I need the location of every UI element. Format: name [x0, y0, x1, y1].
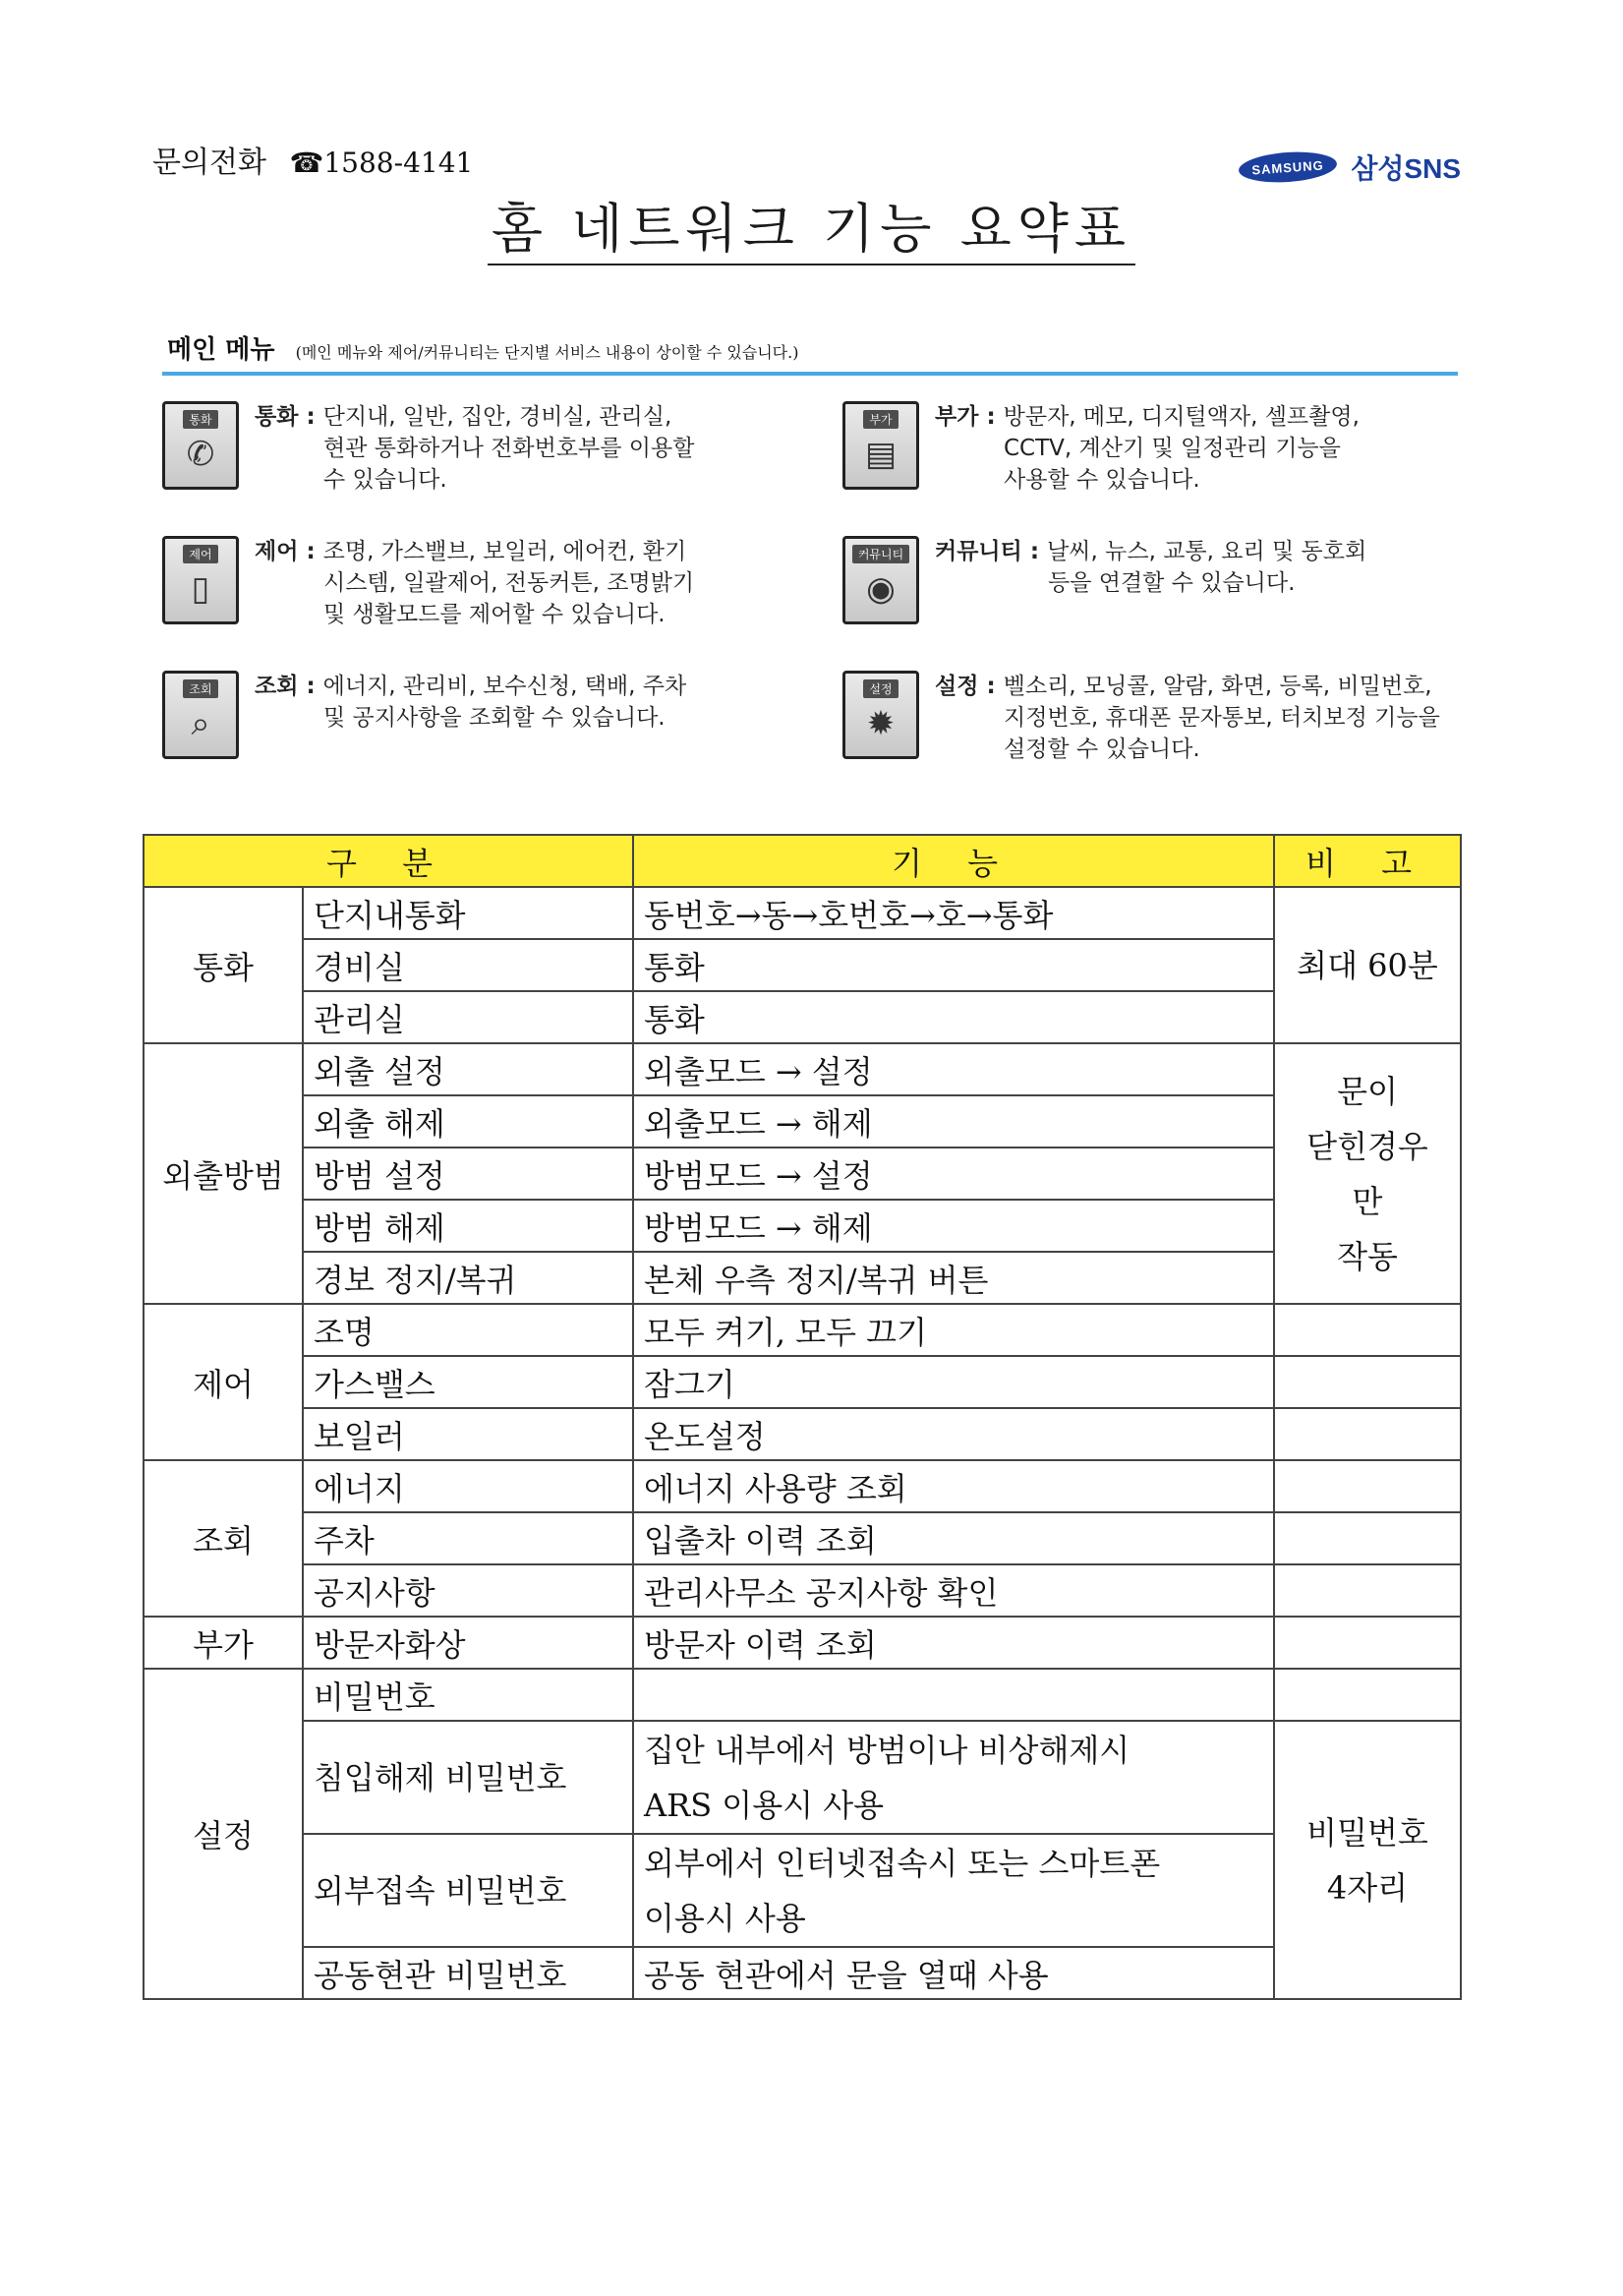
menu-item-call	[162, 401, 694, 496]
row-function: 통화	[633, 991, 1274, 1043]
group-settings-note: 비밀번호 4자리	[1274, 1721, 1461, 1999]
row-note	[1274, 1304, 1461, 1356]
group-security: 외출방범	[144, 1043, 303, 1304]
menu-item-extra	[842, 401, 1360, 496]
table-row	[144, 1460, 1461, 1512]
row-function: 본체 우측 정지/복귀 버튼	[633, 1252, 1274, 1304]
row-item: 경보 정지/복귀	[303, 1252, 633, 1304]
row-function: 방문자 이력 조회	[633, 1617, 1274, 1669]
brand-name: 삼성SNS	[1351, 153, 1461, 184]
row-item: 조명	[303, 1304, 633, 1356]
table-row	[144, 1356, 1461, 1408]
row-item: 단지내통화	[303, 887, 633, 939]
row-item: 가스밸스	[303, 1356, 633, 1408]
row-item: 관리실	[303, 991, 633, 1043]
page-title-wrap	[0, 187, 1623, 263]
row-function: 잠그기	[633, 1356, 1274, 1408]
row-function: 에너지 사용량 조회	[633, 1460, 1274, 1512]
row-item: 방범 해제	[303, 1200, 633, 1252]
menu-item-label: 커뮤니티 :	[935, 539, 1048, 564]
table-row	[144, 1669, 1461, 1721]
row-function: 입출차 이력 조회	[633, 1512, 1274, 1564]
row-item: 외출 해제	[303, 1095, 633, 1148]
table-row	[144, 1200, 1461, 1252]
menu-heading-label: 메인 메뉴	[167, 335, 275, 365]
row-function: 외부에서 인터넷접속시 또는 스마트폰 이용시 사용	[633, 1834, 1274, 1947]
menu-item-inquiry	[162, 671, 686, 759]
row-function: 관리사무소 공지사항 확인	[633, 1564, 1274, 1617]
group-call-note: 최대 60분	[1274, 887, 1461, 1043]
brand-logo	[1239, 147, 1461, 187]
row-item: 방범 설정	[303, 1148, 633, 1200]
header-category: 구 분	[144, 835, 633, 887]
menu-icon-tag: 설정	[863, 679, 898, 698]
table-row	[144, 1304, 1461, 1356]
table-row	[144, 1834, 1461, 1947]
row-item: 비밀번호	[303, 1669, 633, 1721]
menu-note: (메인 메뉴와 제어/커뮤니티는 단지별 서비스 내용이 상이할 수 있습니다.)	[295, 343, 799, 362]
group-control: 제어	[144, 1304, 303, 1460]
row-item: 공지사항	[303, 1564, 633, 1617]
globe-icon: 커뮤니티 ◉	[842, 536, 919, 624]
row-item: 에너지	[303, 1460, 633, 1512]
row-item: 경비실	[303, 939, 633, 991]
table-row	[144, 1252, 1461, 1304]
menu-item-settings	[842, 671, 1440, 765]
row-item: 주차	[303, 1512, 633, 1564]
group-call: 통화	[144, 887, 303, 1043]
table-row	[144, 1512, 1461, 1564]
table-row	[144, 887, 1461, 939]
table-row	[144, 1617, 1461, 1669]
row-item: 외부접속 비밀번호	[303, 1834, 633, 1947]
row-function: 방범모드 → 설정	[633, 1148, 1274, 1200]
table-row	[144, 1148, 1461, 1200]
table-row	[144, 1564, 1461, 1617]
row-function: 동번호→동→호번호→호→통화	[633, 887, 1274, 939]
menu-icon-tag: 조회	[183, 679, 217, 698]
menu-item-control	[162, 536, 694, 630]
page-title: 홈 네트워크 기능 요약표	[488, 198, 1135, 265]
table-row	[144, 1721, 1461, 1834]
row-note	[1274, 1512, 1461, 1564]
row-function: 방범모드 → 해제	[633, 1200, 1274, 1252]
contact-info	[152, 138, 473, 181]
row-function: 집안 내부에서 방범이나 비상해제시 ARS 이용시 사용	[633, 1721, 1274, 1834]
row-function: 통화	[633, 939, 1274, 991]
row-note	[1274, 1669, 1461, 1721]
row-function: 공동 현관에서 문을 열때 사용	[633, 1947, 1274, 1999]
row-note	[1274, 1408, 1461, 1460]
row-note	[1274, 1356, 1461, 1408]
menu-item-text: 조회 : 에너지, 관리비, 보수신청, 택배, 주차 및 공지사항을 조회할 수 있습니다.	[255, 674, 687, 731]
row-function	[633, 1669, 1274, 1721]
table-row	[144, 1095, 1461, 1148]
gear-icon: 설정 ✹	[842, 671, 919, 759]
row-function: 외출모드 → 설정	[633, 1043, 1274, 1095]
menu-heading	[167, 329, 798, 366]
menu-item-text: 설정 : 벨소리, 모닝콜, 알람, 화면, 등록, 비밀번호, 지정번호, 휴대폰 문자통보, 터치보정 기능을 설정할 수 있습니다.	[935, 674, 1440, 762]
row-note	[1274, 1617, 1461, 1669]
search-icon: 조회 ⌕	[162, 671, 239, 759]
table-row	[144, 939, 1461, 991]
group-settings: 설정	[144, 1669, 303, 1999]
phone-icon: 통화 ✆	[162, 401, 239, 490]
row-function: 온도설정	[633, 1408, 1274, 1460]
menu-item-community	[842, 536, 1366, 624]
table-row	[144, 991, 1461, 1043]
menu-item-label: 통화 :	[255, 404, 323, 430]
function-summary-table	[143, 834, 1462, 2000]
menu-icon-tag: 부가	[863, 410, 898, 429]
header-note: 비 고	[1274, 835, 1461, 887]
menu-item-label: 부가 :	[935, 404, 1004, 430]
menu-item-label: 설정 :	[935, 674, 1004, 699]
table-row	[144, 1947, 1461, 1999]
group-extra: 부가	[144, 1617, 303, 1669]
menu-item-text: 통화 : 단지내, 일반, 집안, 경비실, 관리실, 현관 통화하거나 전화번호부를 이용할 수 있습니다.	[255, 404, 695, 493]
contact-label: 문의전화	[152, 146, 266, 180]
samsung-logo: SAMSUNG	[1238, 149, 1338, 186]
table-row	[144, 1408, 1461, 1460]
switch-icon: 제어 ▯	[162, 536, 239, 624]
row-item: 침입해제 비밀번호	[303, 1721, 633, 1834]
row-item: 외출 설정	[303, 1043, 633, 1095]
table-header-row	[144, 835, 1461, 887]
table-row	[144, 1043, 1461, 1095]
contact-phone: ☎1588-4141	[289, 147, 474, 179]
menu-icon-tag: 커뮤니티	[852, 545, 909, 563]
row-function: 외출모드 → 해제	[633, 1095, 1274, 1148]
row-function: 모두 켜기, 모두 끄기	[633, 1304, 1274, 1356]
row-item: 보일러	[303, 1408, 633, 1460]
group-security-note: 문이 닫힌경우 만 작동	[1274, 1043, 1461, 1304]
group-inquiry: 조회	[144, 1460, 303, 1617]
menu-item-text: 제어 : 조명, 가스밸브, 보일러, 에어컨, 환기 시스템, 일괄제어, 전동커튼, 조명밝기 및 생활모드를 제어할 수 있습니다.	[255, 539, 695, 627]
menu-icon-tag: 제어	[183, 545, 217, 563]
row-item: 방문자화상	[303, 1617, 633, 1669]
menu-divider	[162, 372, 1458, 376]
door-icon: 부가 ▤	[842, 401, 919, 490]
row-item: 공동현관 비밀번호	[303, 1947, 633, 1999]
menu-item-text: 부가 : 방문자, 메모, 디지털액자, 셀프촬영, CCTV, 계산기 및 일정관리 기능을 사용할 수 있습니다.	[935, 404, 1360, 493]
menu-icon-tag: 통화	[183, 410, 217, 429]
menu-item-label: 제어 :	[255, 539, 323, 564]
row-note	[1274, 1460, 1461, 1512]
menu-item-label: 조회 :	[255, 674, 323, 699]
header-function: 기 능	[633, 835, 1274, 887]
row-note	[1274, 1564, 1461, 1617]
menu-item-text: 커뮤니티 : 날씨, 뉴스, 교통, 요리 및 동호회 등을 연결할 수 있습니다.	[935, 539, 1367, 596]
